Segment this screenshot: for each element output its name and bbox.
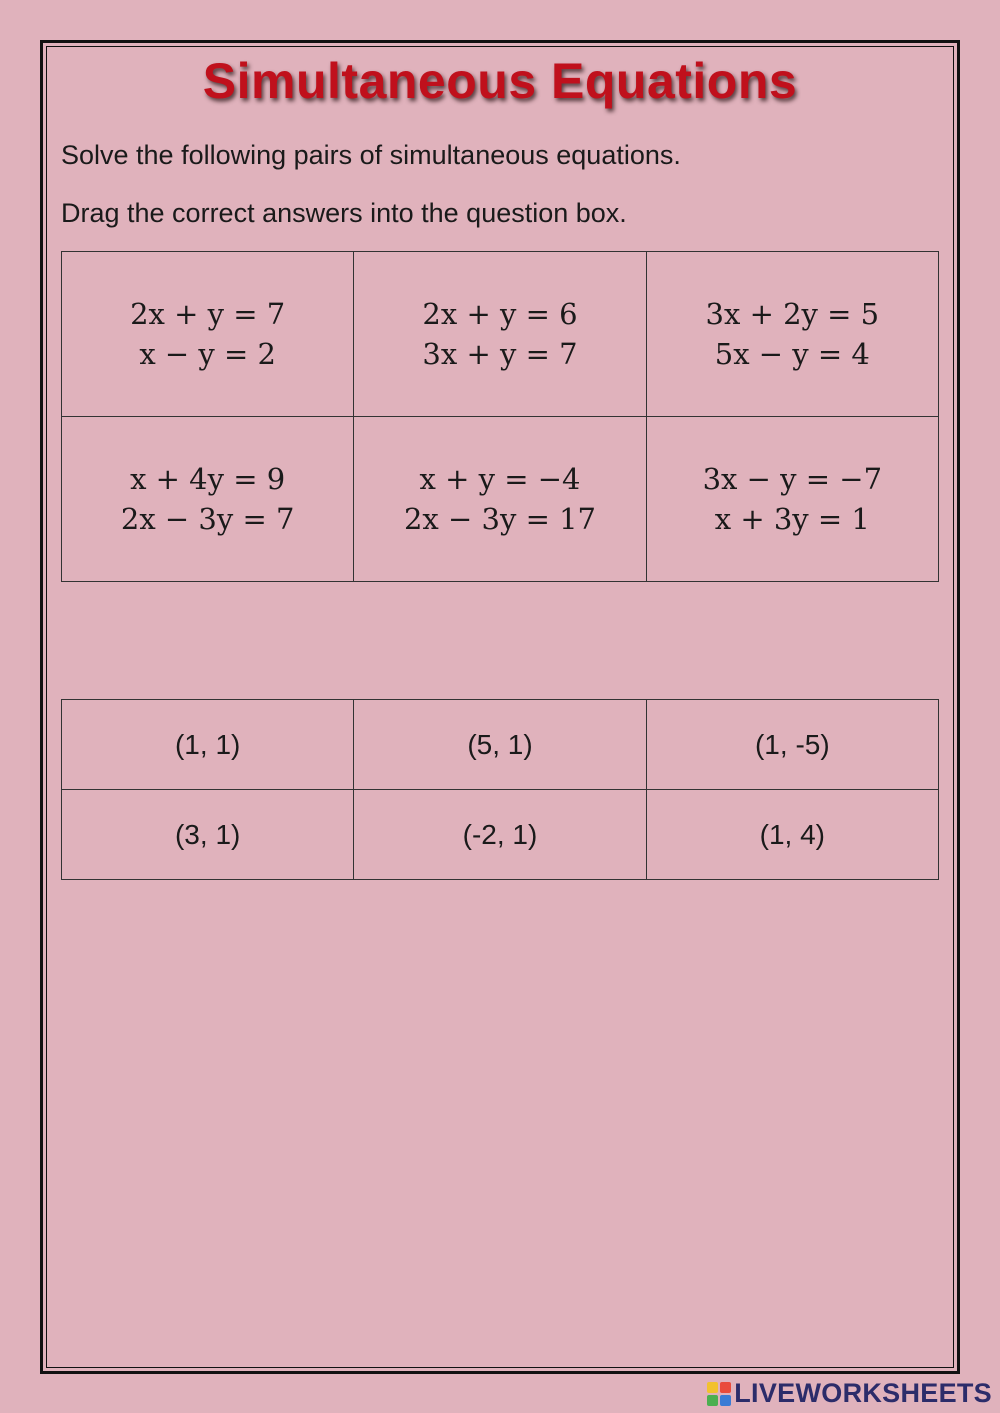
equation: 3x − y = −7 <box>702 462 883 496</box>
equations-table <box>61 251 939 582</box>
logo-square <box>720 1395 731 1406</box>
question-box[interactable] <box>62 417 354 582</box>
equation: 2x − 3y = 7 <box>120 502 295 536</box>
answers-table <box>61 699 939 880</box>
logo-square <box>720 1382 731 1393</box>
equation: x + y = −4 <box>419 462 581 496</box>
instruction-drag: Drag the correct answers into the question box. <box>61 198 627 228</box>
question-box[interactable] <box>354 417 646 582</box>
liveworksheets-logo-text: LIVEWORKSHEETS <box>734 1378 992 1408</box>
logo-square <box>707 1382 718 1393</box>
equations-row <box>62 252 939 417</box>
liveworksheets-logo-icon <box>707 1382 731 1406</box>
answers-row <box>62 790 939 880</box>
equation: 2x − 3y = 17 <box>403 502 596 536</box>
equation: 5x − y = 4 <box>714 337 870 371</box>
equation: 2x + y = 7 <box>130 297 286 331</box>
instruction-solve: Solve the following pairs of simultaneous equations. <box>61 140 681 170</box>
answer-tile[interactable]: (5, 1) <box>354 700 646 790</box>
answer-tile[interactable]: (1, 1) <box>62 700 354 790</box>
question-box[interactable] <box>354 252 646 417</box>
equation: 3x + 2y = 5 <box>705 297 880 331</box>
answer-tile[interactable]: (1, -5) <box>646 700 938 790</box>
question-box[interactable] <box>62 252 354 417</box>
logo-square <box>707 1395 718 1406</box>
equation: x + 3y = 1 <box>714 502 870 536</box>
equation: x + 4y = 9 <box>130 462 286 496</box>
equation: 2x + y = 6 <box>422 297 578 331</box>
page-title: Simultaneous Equations <box>202 53 798 109</box>
answer-tile[interactable]: (3, 1) <box>62 790 354 880</box>
liveworksheets-logo <box>707 1378 992 1409</box>
equation: x − y = 2 <box>139 337 276 371</box>
answer-tile[interactable]: (1, 4) <box>646 790 938 880</box>
equations-row <box>62 417 939 582</box>
equation: 3x + y = 7 <box>422 337 578 371</box>
question-box[interactable] <box>646 417 938 582</box>
answers-row <box>62 700 939 790</box>
answer-tile[interactable]: (-2, 1) <box>354 790 646 880</box>
question-box[interactable] <box>646 252 938 417</box>
